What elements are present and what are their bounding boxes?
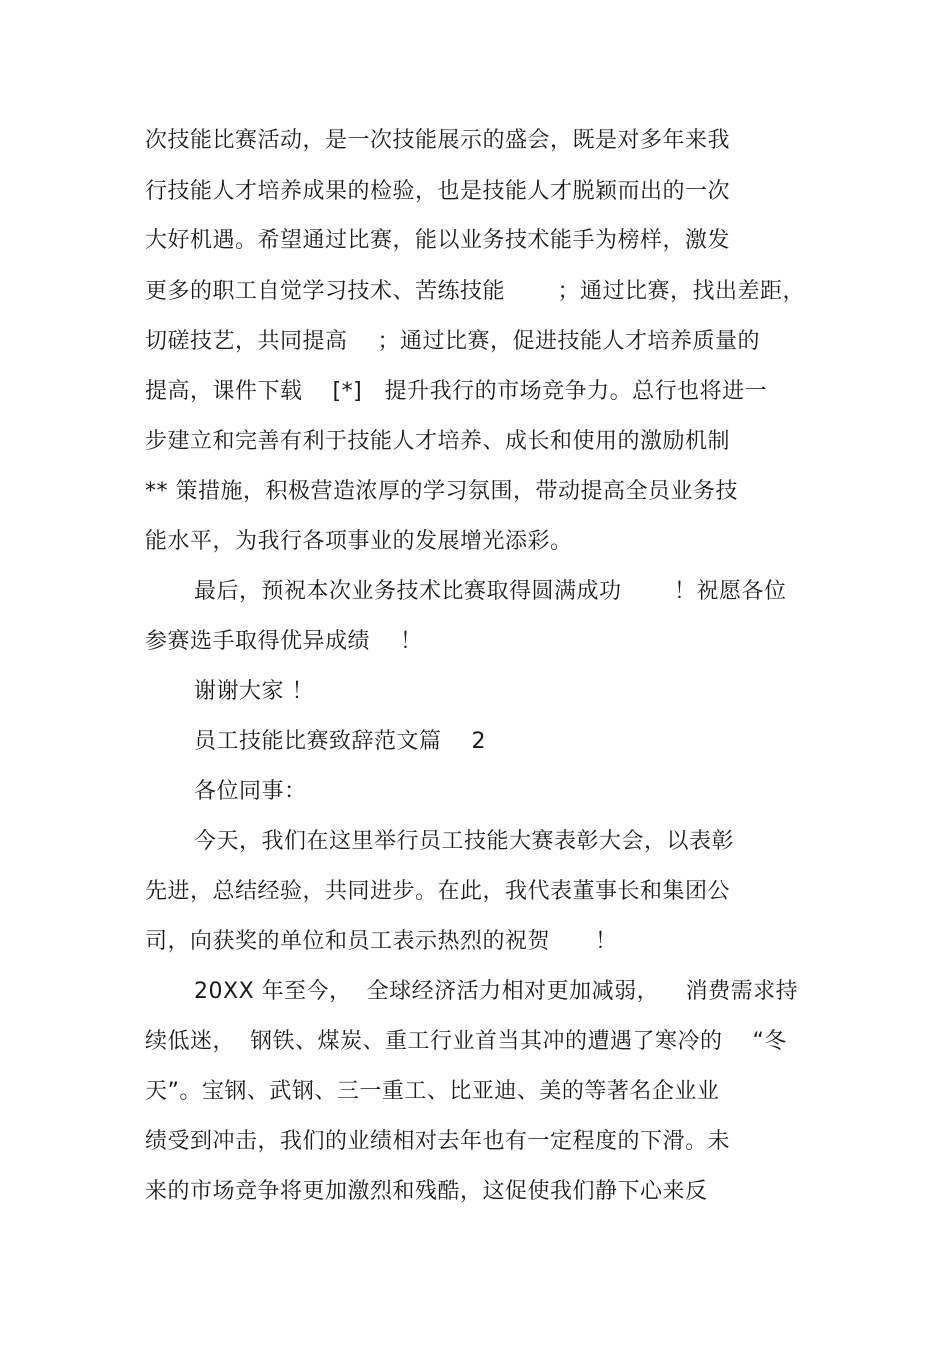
body-line: ** 策措施，积极营造浓厚的学习氛围，带动提高全员业务技 — [145, 479, 738, 504]
body-line: 参赛选手取得优异成绩 ！ — [145, 629, 423, 654]
body-line: 绩受到冲击，我们的业绩相对去年也有一定程度的下滑。未 — [145, 1129, 731, 1154]
body-line: 天”。宝钢、武钢、三一重工、比亚迪、美的等著名企业业 — [145, 1079, 720, 1104]
paragraph-first-line: 最后，预祝本次业务技术比赛取得圆满成功 ！祝愿各位 — [194, 579, 787, 604]
body-line: 先进，总结经验，共同进步。在此，我代表董事长和集团公 — [145, 879, 731, 904]
paragraph-first-line: 今天，我们在这里举行员工技能大赛表彰大会，以表彰 — [194, 829, 735, 854]
body-line: 步建立和完善有利于技能人才培养、成长和使用的激励机制 — [145, 429, 731, 454]
body-line: 大好机遇。希望通过比赛，能以业务技术能手为榜样，激发 — [145, 228, 731, 253]
body-line: 提高，课件下载 [*] 提升我行的市场竞争力。总行也将进一 — [145, 379, 768, 404]
body-line: 切磋技艺，共同提高 ；通过比赛，促进技能人才培养质量的 — [145, 329, 760, 354]
body-line: 来的市场竞争将更加激烈和残酷，这促使我们静下心来反 — [145, 1179, 708, 1204]
salutation: 各位同事： — [194, 779, 307, 804]
body-line: 行技能人才培养成果的检验，也是技能人才脱颖而出的一次 — [145, 179, 731, 204]
body-line: 能水平，为我行各项事业的发展增光添彩。 — [145, 529, 573, 554]
section-title: 员工技能比赛致辞范文篇 2 — [194, 729, 486, 754]
paragraph-first-line: 20XX 年至今， 全球经济活力相对更加减弱， 消费需求持 — [194, 979, 799, 1004]
body-line: 司，向获奖的单位和员工表示热烈的祝贺 ！ — [145, 929, 618, 954]
body-line: 次技能比赛活动，是一次技能展示的盛会，既是对多年来我 — [145, 128, 731, 153]
body-line: 更多的职工自觉学习技术、苦练技能 ；通过比赛，找出差距， — [145, 279, 805, 304]
body-line: 续低迷， 钢铁、煤炭、重工行业首当其冲的遭遇了寒冷的 “冬 — [145, 1029, 787, 1054]
paragraph-first-line: 谢谢大家 ！ — [194, 679, 314, 704]
